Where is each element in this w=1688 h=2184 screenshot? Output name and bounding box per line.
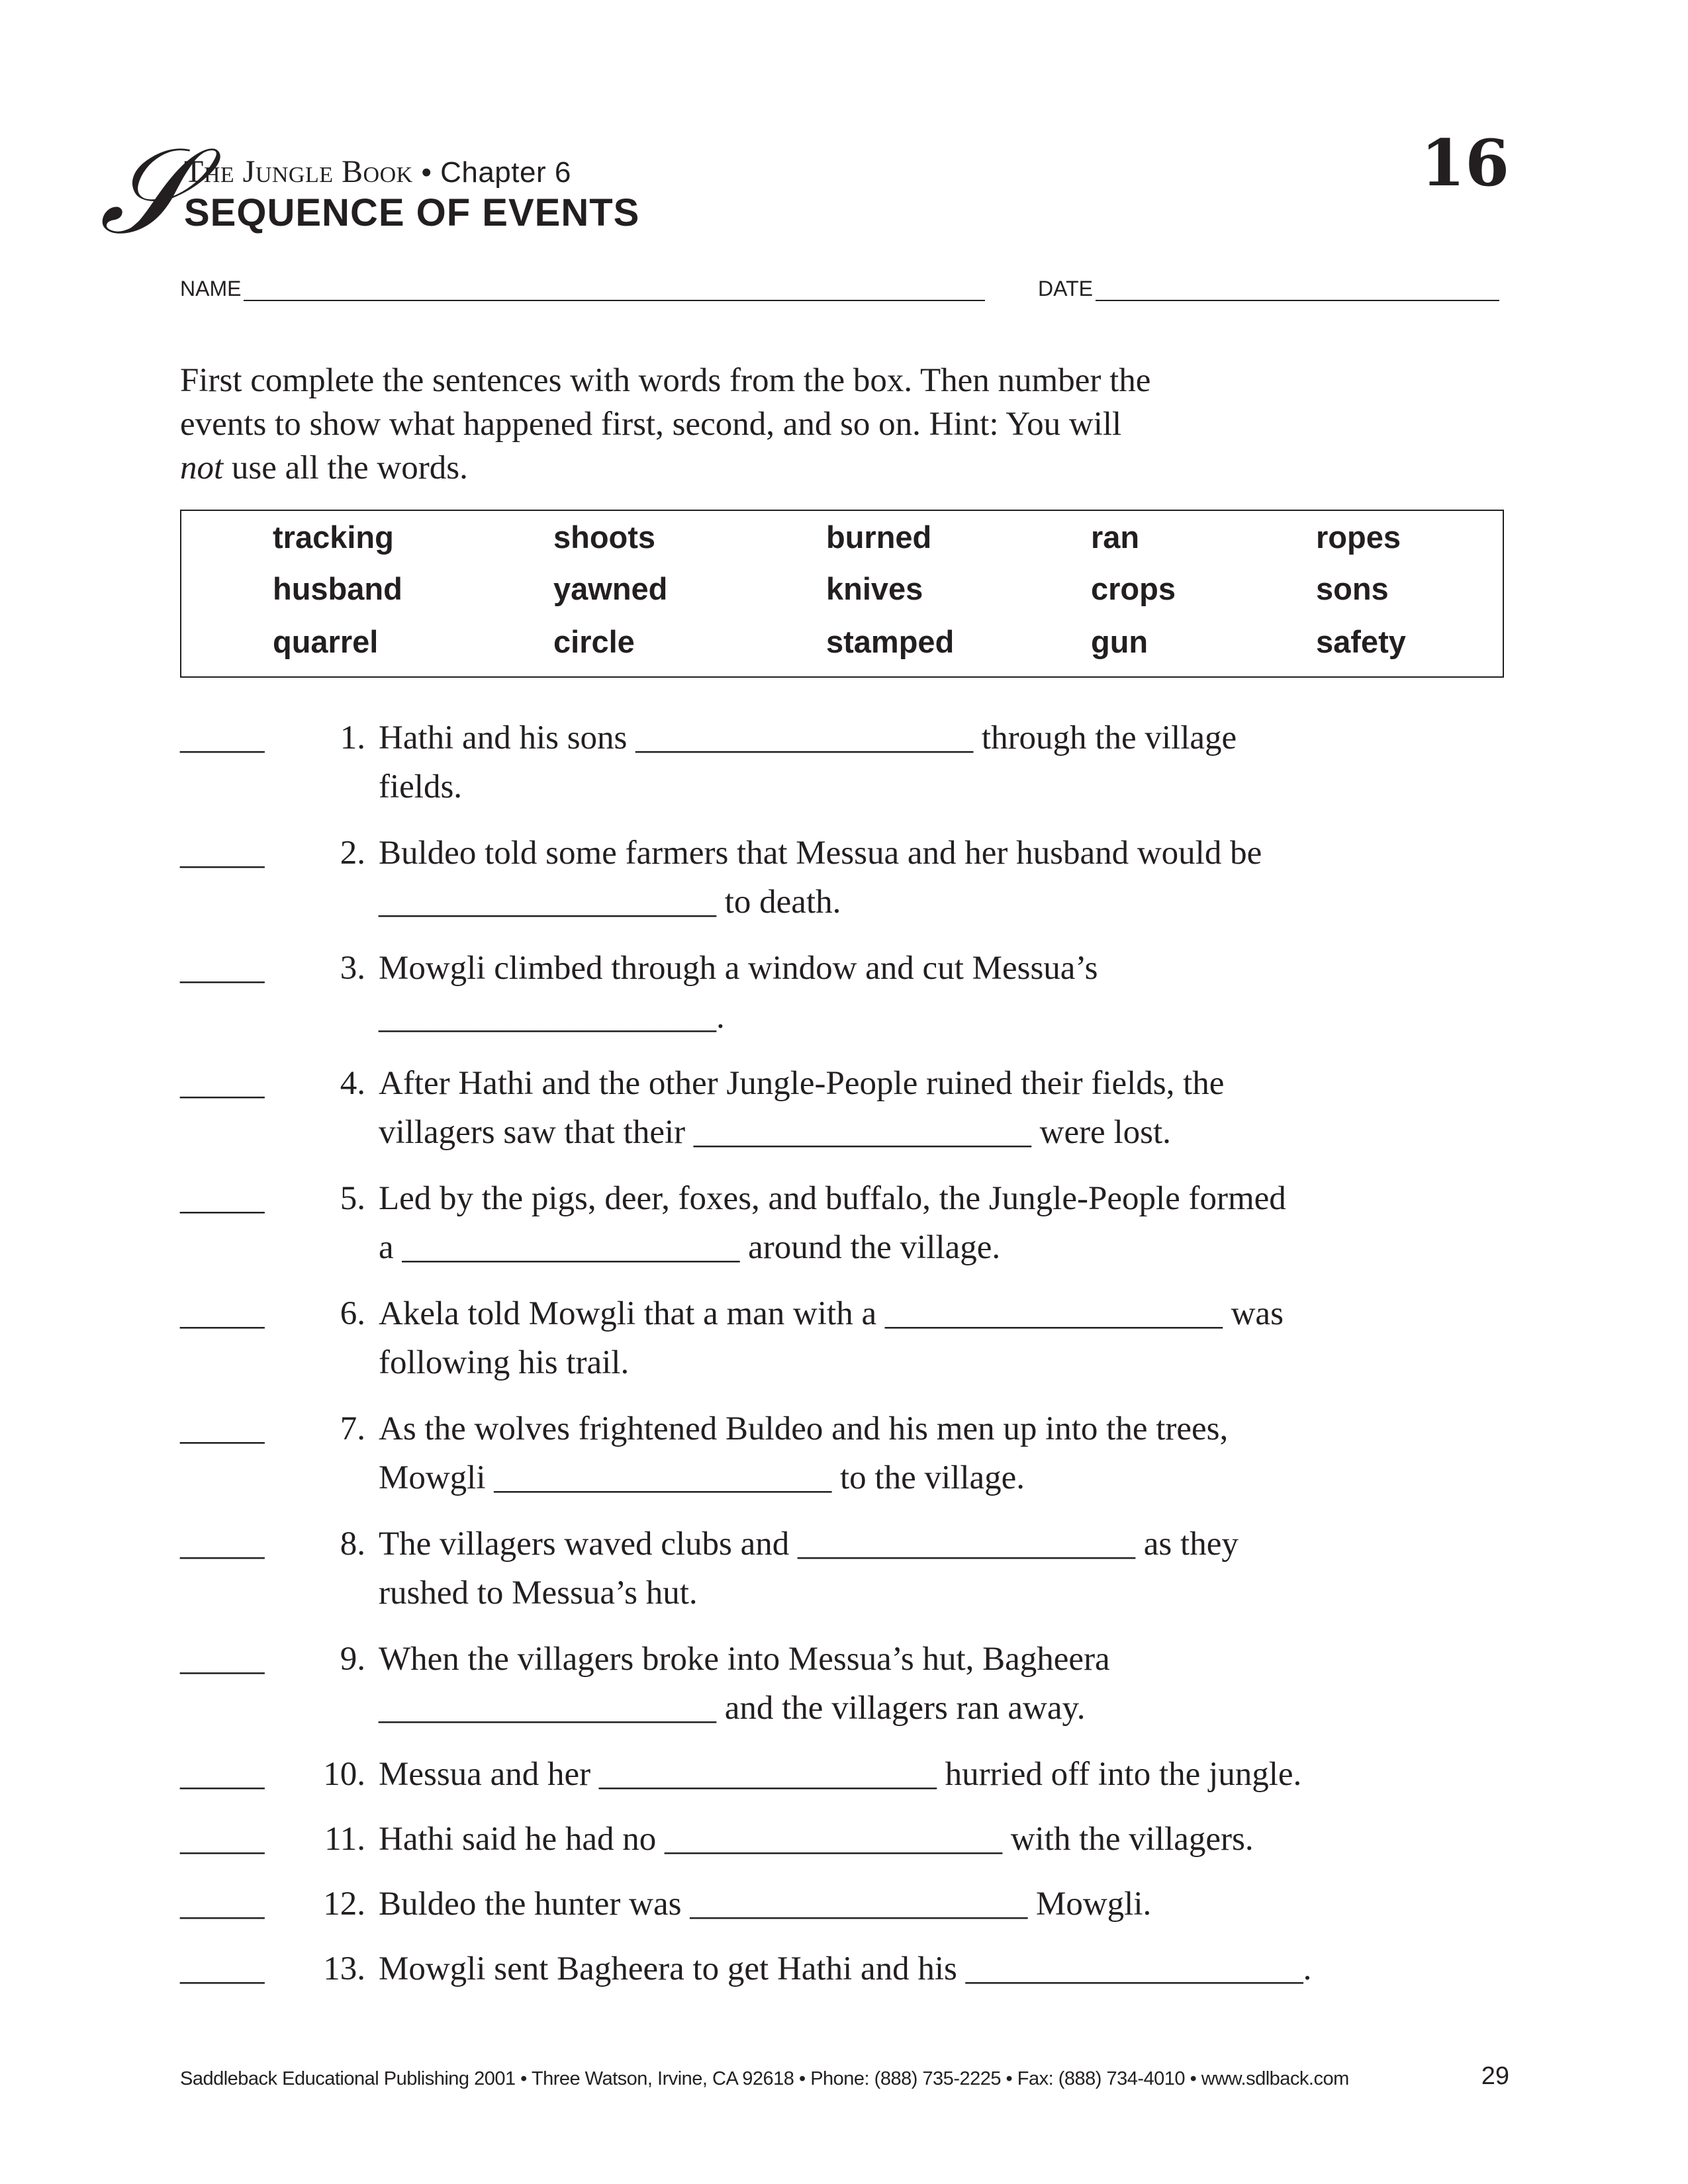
book-title: The Jungle Book	[184, 154, 413, 189]
question-number: 5.	[340, 1180, 365, 1217]
question-text: Akela told Mowgli that a man with a ____________________ was	[379, 1295, 1284, 1332]
chapter-label: Chapter 6	[440, 156, 571, 189]
question-item	[180, 1525, 1511, 1623]
question-item	[180, 1820, 1511, 1869]
worksheet-number: 16	[1421, 126, 1509, 201]
word-bank-word: burned	[826, 520, 932, 555]
order-number-blank[interactable]: _____	[180, 719, 265, 756]
question-text: fields.	[379, 768, 463, 805]
question-text: After Hathi and the other Jungle-People ruined their fields, the	[379, 1065, 1225, 1102]
page-folio: 29	[1481, 2062, 1509, 2090]
question-number: 4.	[340, 1065, 365, 1102]
order-number-blank[interactable]: _____	[180, 835, 265, 872]
instructions-line: events to show what happened first, second, and so on. Hint: You will	[180, 406, 1122, 443]
question-text: Mowgli sent Bagheera to get Hathi and his ____________________.	[379, 1950, 1312, 1987]
question-text: ____________________ to death.	[379, 884, 841, 921]
instructions-line: First complete the sentences with words from the box. Then number the	[180, 362, 1151, 399]
order-number-blank[interactable]: _____	[180, 1756, 265, 1793]
question-item	[180, 1755, 1511, 1804]
publisher-logo-icon: 𝒮	[99, 122, 192, 261]
question-item	[180, 1950, 1511, 1999]
date-line[interactable]	[1096, 280, 1499, 301]
instructions-text: use all the words.	[223, 449, 468, 486]
word-bank-word: safety	[1316, 624, 1406, 659]
question-text: a ____________________ around the village.	[379, 1229, 1001, 1266]
question-number: 8.	[340, 1525, 365, 1563]
order-number-blank[interactable]: _____	[180, 1525, 265, 1563]
question-number: 1.	[340, 719, 365, 756]
question-text: Hathi said he had no ____________________ with the villagers.	[379, 1821, 1254, 1858]
order-number-blank[interactable]: _____	[180, 1295, 265, 1332]
word-bank-word: stamped	[826, 624, 955, 659]
question-text: villagers saw that their ____________________ were lost.	[379, 1114, 1171, 1151]
instructions-line	[180, 446, 1372, 490]
word-bank-word: yawned	[553, 571, 668, 606]
word-bank-word: husband	[273, 571, 402, 606]
date-label: DATE	[1038, 277, 1093, 300]
question-item	[180, 719, 1511, 817]
question-number: 12.	[323, 1886, 365, 1923]
order-number-blank[interactable]: _____	[180, 1641, 265, 1678]
question-number: 3.	[340, 950, 365, 987]
instructions-emphasis: not	[180, 449, 224, 486]
question-number: 13.	[323, 1950, 365, 1987]
question-text: Buldeo told some farmers that Messua and her husband would be	[379, 835, 1262, 872]
order-number-blank[interactable]: _____	[180, 1065, 265, 1102]
question-item	[180, 834, 1511, 932]
word-bank-box	[180, 510, 1504, 678]
question-number: 9.	[340, 1641, 365, 1678]
name-label: NAME	[180, 277, 242, 300]
order-number-blank[interactable]: _____	[180, 1410, 265, 1447]
question-item	[180, 1885, 1511, 1934]
question-text: Mowgli ____________________ to the village.	[379, 1459, 1025, 1496]
word-bank-word: ropes	[1316, 520, 1401, 555]
question-text: Hathi and his sons ____________________ through the village	[379, 719, 1237, 756]
question-item	[180, 949, 1511, 1047]
order-number-blank[interactable]: _____	[180, 1180, 265, 1217]
question-number: 6.	[340, 1295, 365, 1332]
word-bank-word: shoots	[553, 520, 656, 555]
question-text: Messua and her ____________________ hurried off into the jungle.	[379, 1756, 1302, 1793]
series-heading	[184, 154, 571, 190]
word-bank-word: sons	[1316, 571, 1389, 606]
order-number-blank[interactable]: _____	[180, 1886, 265, 1923]
question-text: Mowgli climbed through a window and cut Messua’s	[379, 950, 1098, 987]
order-number-blank[interactable]: _____	[180, 1950, 265, 1987]
question-item	[180, 1640, 1511, 1738]
question-number: 10.	[323, 1756, 365, 1793]
question-text: When the villagers broke into Messua’s hut, Bagheera	[379, 1641, 1110, 1678]
question-text: Buldeo the hunter was ____________________ Mowgli.	[379, 1886, 1152, 1923]
question-number: 7.	[340, 1410, 365, 1447]
page-title: SEQUENCE OF EVENTS	[184, 191, 640, 234]
word-bank-word: quarrel	[273, 624, 379, 659]
question-text: The villagers waved clubs and ____________________ as they	[379, 1525, 1239, 1563]
instructions	[180, 359, 1372, 490]
order-number-blank[interactable]: _____	[180, 950, 265, 987]
question-text: Led by the pigs, deer, foxes, and buffalo, the Jungle-People formed	[379, 1180, 1286, 1217]
word-bank-word: circle	[553, 624, 635, 659]
question-item	[180, 1064, 1511, 1162]
series-separator: •	[421, 156, 432, 189]
word-bank-word: tracking	[273, 520, 394, 555]
name-line[interactable]	[244, 280, 985, 301]
question-item	[180, 1410, 1511, 1508]
question-text: As the wolves frightened Buldeo and his men up into the trees,	[379, 1410, 1229, 1447]
publisher-footer: Saddleback Educational Publishing 2001 • Three Watson, Irvine, CA 92618 • Phone: (888) 735-2225 • Fax: (888) 734-4010 • www.sdlback.com	[180, 2068, 1349, 2089]
word-bank-word: knives	[826, 571, 923, 606]
question-item	[180, 1295, 1511, 1392]
word-bank-word: gun	[1091, 624, 1149, 659]
order-number-blank[interactable]: _____	[180, 1821, 265, 1858]
date-field[interactable]	[1038, 277, 1499, 301]
question-text: ____________________ and the villagers ran away.	[379, 1690, 1086, 1727]
word-bank-word: ran	[1091, 520, 1140, 555]
word-bank-word: crops	[1091, 571, 1176, 606]
question-number: 11.	[324, 1821, 365, 1858]
question-number: 2.	[340, 835, 365, 872]
question-text: rushed to Messua’s hut.	[379, 1574, 698, 1612]
question-text: following his trail.	[379, 1344, 630, 1381]
name-field[interactable]	[180, 277, 985, 301]
question-item	[180, 1179, 1511, 1277]
question-text: ____________________.	[379, 999, 725, 1036]
